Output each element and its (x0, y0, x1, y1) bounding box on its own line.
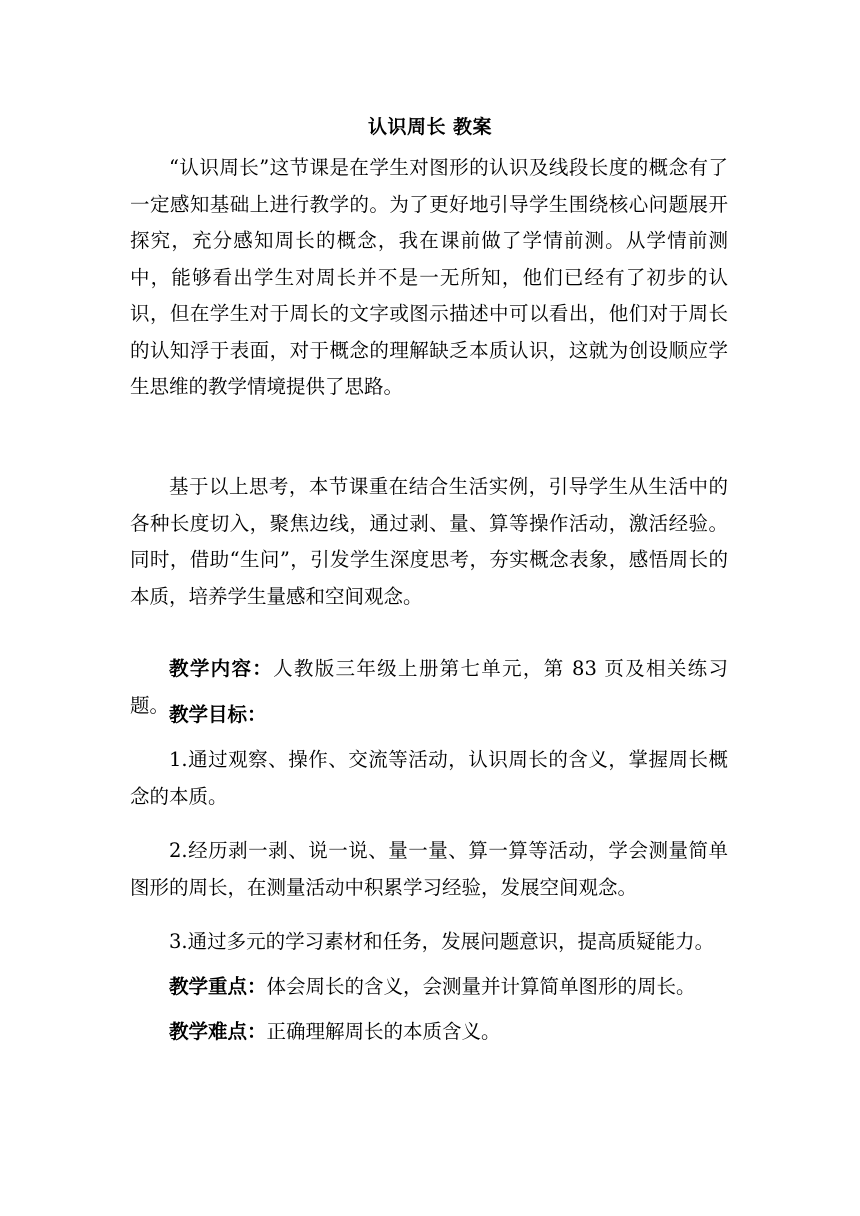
intro-paragraph-2: 基于以上思考，本节课重在结合生活实例，引导学生从生活中的各种长度切入，聚焦边线，通过剥、量、算等操作活动，激活经验。同时，借助“生问”，引发学生深度思考，夯实概念表象，感悟周长的本质，培养学生量感和空间观念。 (130, 475, 728, 608)
difficulty-paragraph (130, 1014, 728, 1051)
difficulty-label: 教学难点： (169, 1020, 267, 1043)
key-point-paragraph (130, 969, 728, 1006)
key-point-text: 体会周长的含义，会测量并计算简单图形的周长。 (266, 975, 696, 998)
document-title: 认识周长 教案 (367, 116, 493, 138)
difficulty-text: 正确理解周长的本质含义。 (266, 1020, 501, 1043)
key-point-label: 教学重点： (169, 975, 267, 998)
intro-paragraph-1: “认识周长”这节课是在学生对图形的认识及线段长度的概念有了一定感知基础上进行教学的。为了更好地引导学生围绕核心问题展开探究，充分感知周长的概念，我在课前做了学情前测。从学情前测中，能够看出学生对周长并不是一无所知，他们已经有了初步的认识，但在学生对于周长的文字或图示描述中可以看出，他们对于周长的认知浮于表面，对于概念的理解缺乏本质认识，这就为创设顺应学生思维的教学情境提供了思路。 (130, 156, 728, 398)
teaching-goals-label: 教学目标： (169, 703, 267, 726)
teaching-goal-item: 3.通过多元的学习素材和任务，发展问题意识，提高质疑能力。 (169, 930, 715, 953)
teaching-goal-item: 2.经历剥一剥、说一说、量一量、算一算等活动，学会测量简单图形的周长，在测量活动中积累学习经验，发展空间观念。 (130, 839, 728, 899)
teaching-content-text: 人教版三年级上册第七单元，第 83 页及相关练习题。 (130, 657, 728, 717)
teaching-goals-heading (130, 697, 728, 734)
teaching-content-label: 教学内容： (169, 657, 274, 680)
teaching-goal-item: 1.通过观察、操作、交流等活动，认识周长的含义，掌握周长概念的本质。 (130, 748, 728, 808)
